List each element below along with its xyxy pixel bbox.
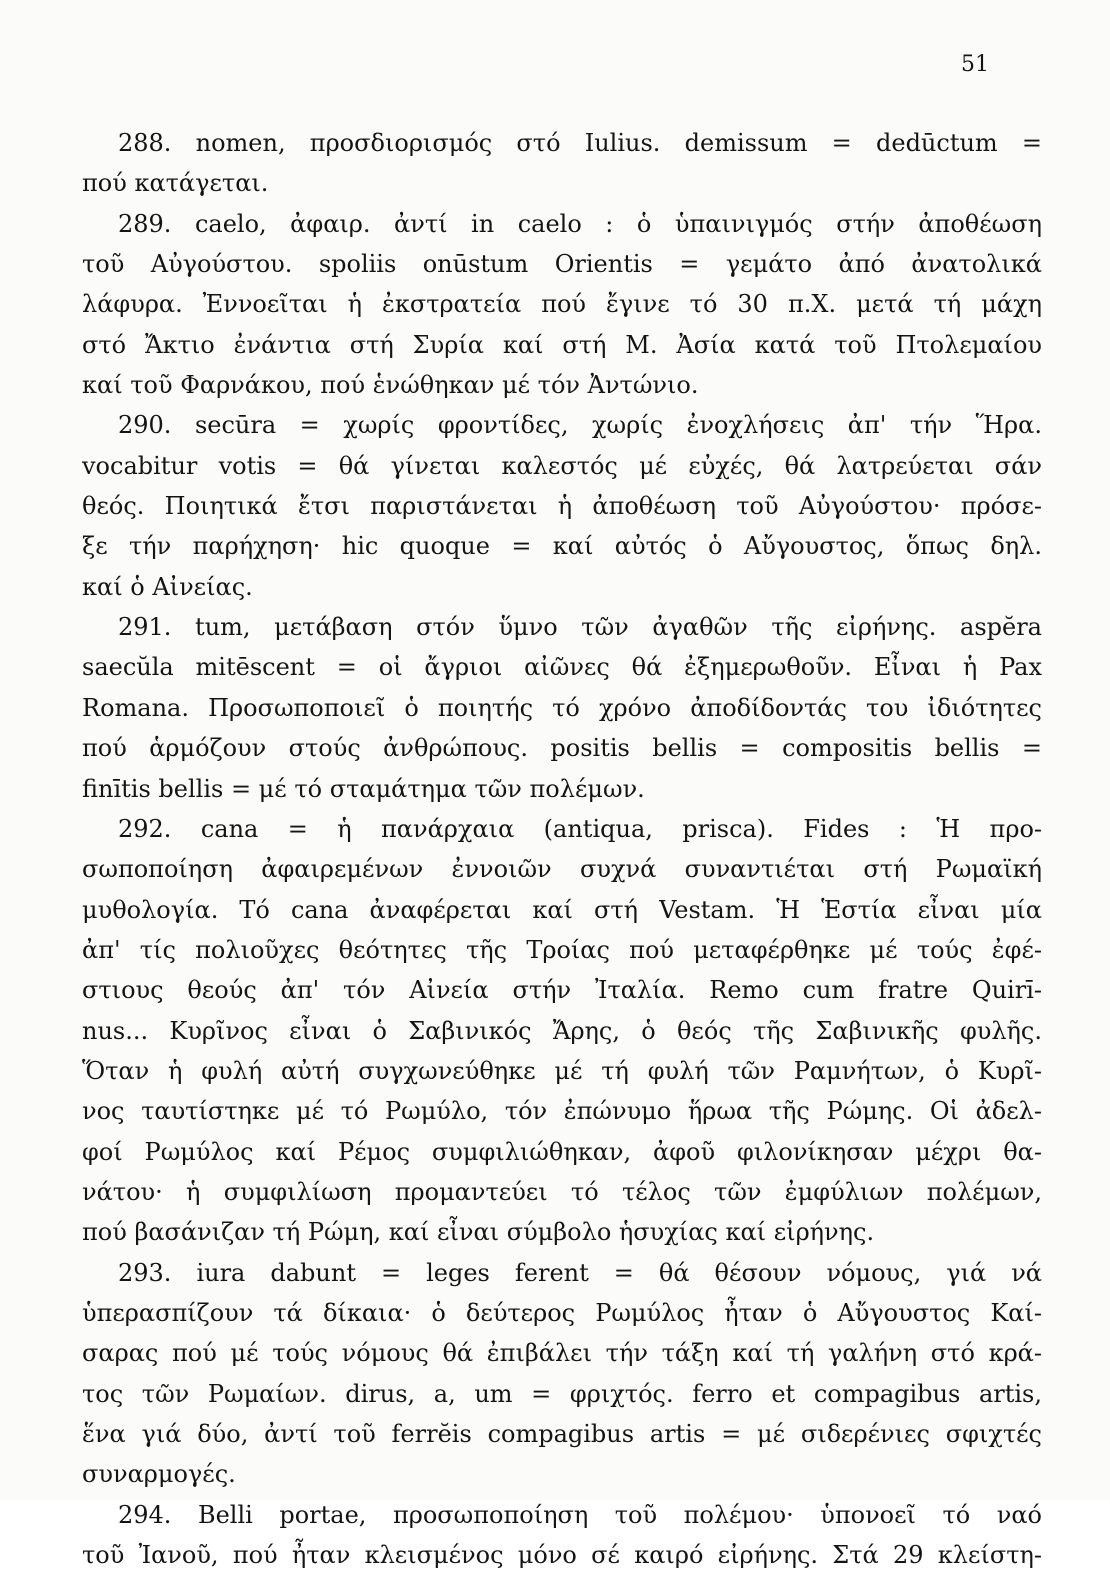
text-line: καί ὁ Αἰνείας. [82, 572, 253, 601]
text-line: finītis bellis = μέ τό σταμάτημα τῶν πολέμων. [82, 774, 645, 803]
text-line: ὑπερασπίζουν τά δίκαια· ὁ δεύτερος Ρωμύλος ἦταν ὁ Αὔγουστος Καί- [82, 1298, 1042, 1327]
text-line: μυθολογία. Τό cana ἀναφέρεται καί στή Vestam. Ἡ Ἑστία εἶναι μία [82, 895, 1042, 924]
text-line: τος τῶν Ρωμαίων. dirus, a, um = φριχτός. ferro et compagibus artis, [82, 1379, 1042, 1408]
text-line: πού βασάνιζαν τή Ρώμη, καί εἶναι σύμβολο ἡσυχίας καί εἰρήνης. [82, 1218, 875, 1247]
text-line: λάφυρα. Ἐννοεῖται ἡ ἐκστρατεία πού ἔγινε τό 30 π.Χ. μετά τή μάχη [82, 290, 1042, 319]
text-line: 293. iura dabunt = leges ferent = θά θέσουν νόμους, γιά νά [118, 1258, 1042, 1287]
text-line: Romana. Προσωποποιεῖ ὁ ποιητής τό χρόνο ἀποδίδοντάς του ἰδιότητες [82, 693, 1042, 722]
text-line: 290. secūra = χωρίς φροντίδες, χωρίς ἐνοχλήσεις ἀπ' τήν Ἥρα. [118, 411, 1042, 440]
commentary-text [82, 123, 1042, 1575]
text-line: ἀπ' τίς πολιοῦχες θεότητες τῆς Τροίας πού μεταφέρθηκε μέ τούς ἐφέ- [82, 935, 1042, 964]
text-line: nus... Κυρῖνος εἶναι ὁ Σαβινικός Ἄρης, ὁ θεός τῆς Σαβινικῆς φυλῆς. [82, 1016, 1042, 1045]
text-line: τοῦ Αὐγούστου. spoliis onūstum Orientis = γεμάτο ἀπό ἀνατολικά [82, 250, 1042, 279]
text-line: saecŭla mitēscent = οἱ ἄγριοι αἰῶνες θά ἐξημερωθοῦν. Εἶναι ἡ Pax [82, 653, 1042, 682]
text-line: στό Ἄκτιο ἐνάντια στή Συρία καί στή Μ. Ἀσία κατά τοῦ Πτολεμαίου [82, 330, 1042, 359]
text-line: 289. caelo, ἀφαιρ. ἀντί in caelo : ὁ ὑπαινιγμός στήν ἀποθέωση [118, 209, 1042, 238]
text-line: 291. tum, μετάβαση στόν ὕμνο τῶν ἀγαθῶν τῆς εἰρήνης. aspĕra [118, 613, 1042, 642]
text-line: σωποποίηση ἀφαιρεμένων ἐννοιῶν συχνά συναντιέται στή Ρωμαϊκή [82, 855, 1042, 884]
text-line: 294. Belli portae, προσωποποίηση τοῦ πολέμου· ὑπονοεῖ τό ναό [118, 1500, 1042, 1529]
text-line: συναρμογές. [82, 1460, 236, 1489]
text-line: τοῦ Ἰανοῦ, πού ἦταν κλεισμένος μόνο σέ καιρό εἰρήνης. Στά 29 κλείστη- [82, 1541, 1042, 1570]
text-line: πού ἁρμόζουν στούς ἀνθρώπους. positis bellis = compositis bellis = [82, 734, 1042, 763]
text-line: καί τοῦ Φαρνάκου, πού ἑνώθηκαν μέ τόν Ἀντώνιο. [82, 371, 699, 400]
text-line: φοί Ρωμύλος καί Ρέμος συμφιλιώθηκαν, ἀφοῦ φιλονίκησαν μέχρι θα- [82, 1137, 1042, 1166]
text-line: θεός. Ποιητικά ἔτσι παριστάνεται ἡ ἀποθέωση τοῦ Αὐγούστου· πρόσε- [82, 492, 1042, 521]
text-line: στιους θεούς ἀπ' τόν Αἰνεία στήν Ἰταλία. Remo cum fratre Quirī- [82, 976, 1042, 1005]
text-line: νάτου· ἡ συμφιλίωση προμαντεύει τό τέλος τῶν ἐμφύλιων πολέμων, [82, 1177, 1042, 1206]
text-line: ἕνα γιά δύο, ἀντί τοῦ ferrĕis compagibus artis = μέ σιδερένιες σφιχτές [82, 1420, 1042, 1448]
text-line: vocabitur votis = θά γίνεται καλεστός μέ εὐχές, θά λατρεύεται σάν [82, 451, 1042, 480]
text-line: ξε τήν παρήχηση· hic quoque = καί αὐτός ὁ Αὔγουστος, ὅπως δηλ. [82, 532, 1042, 561]
page-number: 51 [961, 52, 989, 77]
text-line: 288. nomen, προσδιορισμός στό Iulius. demissum = dedūctum = [118, 129, 1042, 157]
text-line: σαρας πού μέ τούς νόμους θά ἐπιβάλει τήν τάξη καί τή γαλήνη στό κρά- [82, 1339, 1042, 1368]
text-line: νος ταυτίστηκε μέ τό Ρωμύλο, τόν ἐπώνυμο ἥρωα τῆς Ρώμης. Οἱ ἀδελ- [82, 1097, 1042, 1126]
text-line: πού κατάγεται. [82, 169, 269, 198]
text-line: Ὅταν ἡ φυλή αὐτή συγχωνεύθηκε μέ τή φυλή τῶν Ραμνήτων, ὁ Κυρῖ- [82, 1056, 1042, 1085]
text-line: 292. cana = ἡ πανάρχαια (antiqua, prisca). Fides : Ἡ προ- [118, 814, 1042, 843]
